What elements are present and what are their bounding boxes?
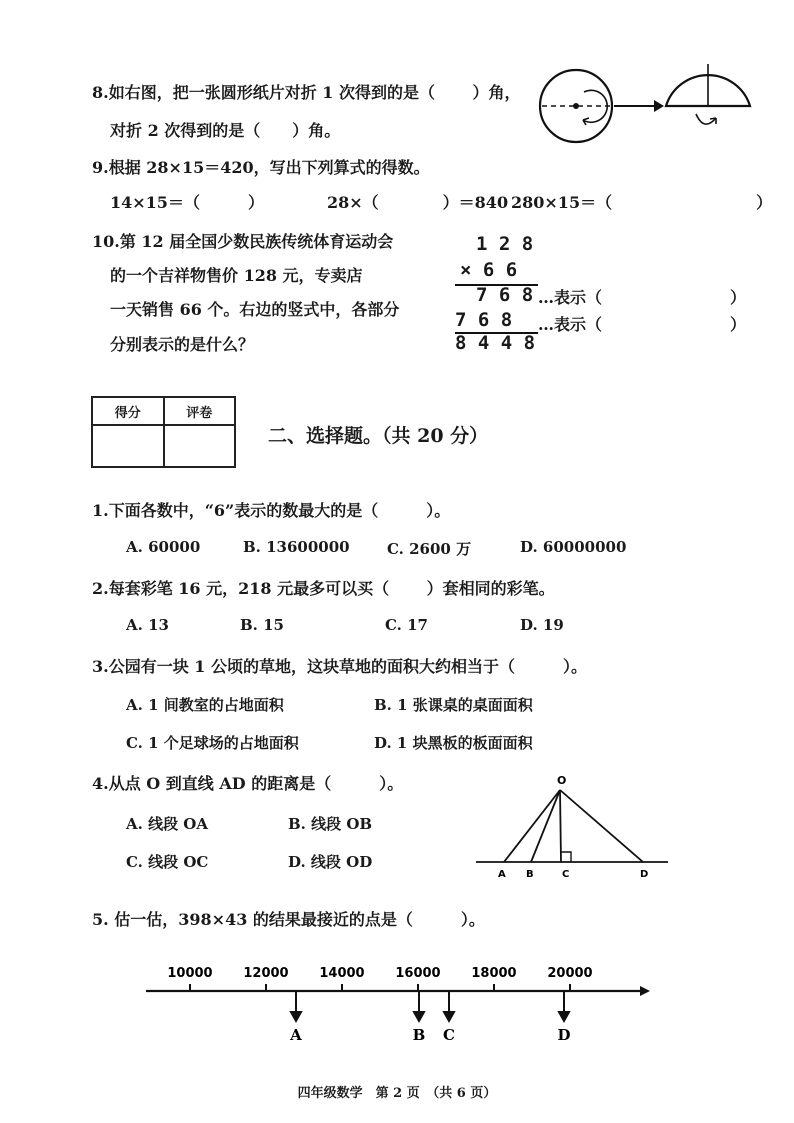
segment-oa [504,790,560,862]
calc-row-2: × 6 6 [460,259,518,281]
number-line-arrowhead [640,986,650,996]
calc-row-3-note: …表示（ ） [538,288,747,307]
point-b: B [412,1026,426,1044]
c2-option-d: D. 19 [520,616,564,634]
calc-row-3: 7 6 8 [476,284,534,306]
arrow-b [414,1012,424,1021]
label-o: O [557,774,567,787]
c1-option-a: A. 60000 [126,538,201,556]
c4-option-a: A. 线段 OA [126,815,209,833]
label-c: C [562,869,570,880]
tick-label-20000: 20000 [547,966,593,981]
grader-label: 评卷 [164,397,236,425]
c1-option-d: D. 60000000 [520,538,627,556]
c2-stem: 2.每套彩笔 16 元，218 元最多可以买（ ）套相同的彩笔。 [92,579,555,598]
c1-stem: 1.下面各数中，“6”表示的数最大的是（ ）。 [92,501,451,520]
c2-option-b: B. 15 [240,616,284,634]
q10-line1: 10.第 12 届全国少数民族传统体育运动会 [92,232,394,251]
q9-expr-2: 28×（ ）＝840 [327,193,509,212]
c2-option-c: C. 17 [385,616,428,634]
c3-option-c: C. 1 个足球场的占地面积 [126,734,299,752]
arrow-c [444,1012,454,1021]
tick-label-14000: 14000 [319,966,365,981]
tick-label-10000: 10000 [167,966,213,981]
number-line [140,958,660,1050]
c4-option-c: C. 线段 OC [126,853,209,871]
c2-option-a: A. 13 [126,616,169,634]
c3-option-a: A. 1 间教室的占地面积 [126,696,284,714]
q10-line3: 一天销售 66 个。右边的竖式中，各部分 [110,300,400,319]
q10-line4: 分别表示的是什么？ [110,335,255,354]
score-cell[interactable] [92,425,164,467]
segment-od [560,790,643,862]
label-b: B [526,869,534,880]
page-footer: 四年级数学 第 2 页 （共 6 页） [297,1086,497,1101]
label-a: A [498,869,506,880]
segment-oc [560,790,561,862]
tick-label-18000: 18000 [471,966,517,981]
c4-option-d: D. 线段 OD [288,853,373,871]
q8-line1: 8.如右图，把一张圆形纸片对折 1 次得到的是（ ）角， [92,83,521,102]
arrow-a [291,1012,301,1021]
label-d: D [640,869,649,880]
segment-ob [531,790,560,862]
score-box [91,396,236,468]
right-angle-mark [561,852,571,862]
q9-line1: 9.根据 28×15＝420，写出下列算式的得数。 [92,158,430,177]
c3-option-d: D. 1 块黑板的板面面积 [374,734,533,752]
c3-stem: 3.公园有一块 1 公顷的草地，这块草地的面积大约相当于（ ）。 [92,657,587,676]
c4-stem: 4.从点 O 到直线 AD 的距离是（ ）。 [92,774,404,793]
folding-figure [536,62,752,154]
q8-line2: 对折 2 次得到的是（ ）角。 [110,121,341,140]
c3-option-b: B. 1 张课桌的桌面面积 [374,696,533,714]
calc-row-4-note: …表示（ ） [538,315,747,334]
c1-option-c: C. 2600 万 [387,540,472,558]
point-a: A [290,1026,302,1044]
c5-stem: 5. 估一估，398×43 的结果最接近的点是（ ）。 [92,910,485,929]
circle-center [573,103,579,109]
score-label: 得分 [92,397,164,425]
tick-label-16000: 16000 [395,966,441,981]
point-c: C [443,1026,455,1044]
geometry-figure [472,770,672,882]
grader-cell[interactable] [164,425,236,467]
q10-line2: 的一个吉祥物售价 128 元，专卖店 [110,266,363,285]
tick-label-12000: 12000 [243,966,289,981]
section-title: 二、选择题。（共 20 分） [268,425,489,447]
arrow-d [559,1012,569,1021]
c4-option-b: B. 线段 OB [288,815,373,833]
calc-row-1: 1 2 8 [476,233,534,255]
c1-option-b: B. 13600000 [243,538,350,556]
calc-row-4: 7 6 8 [455,309,513,331]
calc-row-5: 8 4 4 8 [455,332,536,354]
fold-arrow-1 [583,90,607,122]
point-d: D [557,1026,571,1044]
q9-expr-1: 14×15＝（ ） [110,193,264,212]
q9-expr-3: 280×15＝（ ） [511,193,773,212]
